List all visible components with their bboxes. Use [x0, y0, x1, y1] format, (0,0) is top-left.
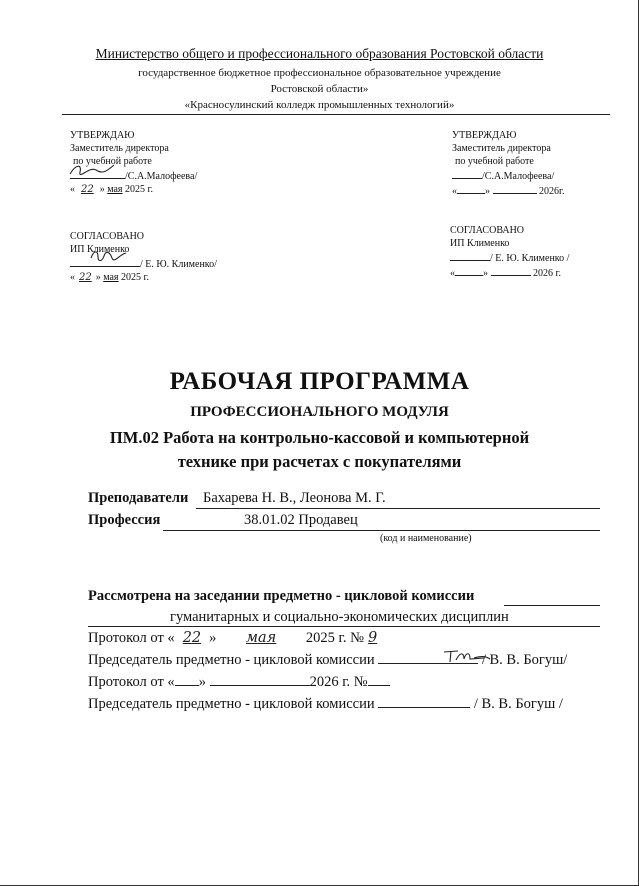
approve-right-role1: Заместитель директора	[452, 143, 551, 154]
agree-right-block	[450, 224, 569, 280]
agree-right-date	[450, 265, 569, 280]
profession-label: Профессия	[88, 512, 161, 528]
approve-left-role1: Заместитель директора	[70, 143, 169, 154]
approve-left-role2: по учебной работе	[73, 156, 152, 167]
chair-1	[88, 652, 567, 669]
protocol-1	[88, 630, 381, 647]
agree-left-day: 22	[79, 272, 92, 283]
date-close-quote: »	[95, 272, 101, 283]
agree-left-block	[70, 230, 217, 284]
chair-2-label: Председатель предметно - цикловой комиссии	[88, 696, 375, 712]
approve-right-sign-name: /С.А.Малофеева/	[482, 171, 555, 182]
date-close-quote: »	[99, 184, 105, 195]
agree-right-sign-name: / Е. Ю. Клименко /	[490, 253, 570, 264]
teachers-row	[88, 490, 188, 507]
agree-left-date	[70, 271, 217, 284]
agree-left-year: 2025 г.	[121, 272, 150, 283]
profession-note: (код и наименование)	[380, 533, 472, 544]
profession-underline	[163, 530, 600, 531]
approve-right-block	[452, 129, 564, 198]
protocol-1-prefix: Протокол от «	[88, 630, 175, 646]
month-blank	[493, 183, 537, 194]
date-open-quote: «	[452, 186, 457, 197]
approve-left-day: 22	[81, 184, 94, 195]
signature-icon	[66, 162, 118, 178]
agree-left-title: СОГЛАСОВАНО	[70, 231, 145, 242]
institution-type: государственное бюджетное профессиональное образовательное учреждение	[138, 67, 501, 79]
protocol-2	[88, 674, 390, 691]
approve-right-role2: по учебной работе	[455, 156, 534, 167]
module-title-line1: ПМ.02 Работа на контрольно-кассовой и компьютерной	[109, 428, 530, 447]
protocol-1-year: 2025 г. №	[305, 630, 364, 646]
date-open-quote: «	[70, 184, 75, 195]
module-title-line2: технике при расчетах с покупателями	[177, 452, 462, 471]
protocol-1-close: »	[209, 630, 217, 646]
approve-right-title: УТВЕРЖДАЮ	[452, 130, 517, 141]
teachers-underline	[196, 508, 600, 509]
approve-right-sign-line	[452, 168, 564, 183]
commission-considered: Рассмотрена на заседании предметно - цикловой комиссии	[88, 588, 475, 604]
commission-blank-1	[504, 605, 600, 606]
date-open-quote: «	[450, 268, 455, 279]
protocol-2-prefix: Протокол от «	[88, 674, 175, 690]
approve-left-title: УТВЕРЖДАЮ	[70, 130, 135, 141]
signature-blank	[450, 250, 490, 261]
approve-left-sign-line	[70, 168, 197, 183]
approve-left-block	[70, 129, 197, 196]
day-blank	[175, 675, 199, 686]
month-blank	[210, 675, 310, 686]
teachers-label: Преподаватели	[88, 490, 189, 506]
signature-blank	[452, 168, 482, 179]
protocol-1-month: мая	[246, 630, 277, 646]
date-close-quote: »	[485, 186, 490, 197]
approve-left-date	[70, 183, 197, 196]
agree-right-sign-line	[450, 250, 569, 265]
month-blank	[491, 265, 531, 276]
protocol-1-number: 9	[367, 630, 378, 646]
approve-right-date	[452, 183, 564, 198]
day-blank	[457, 183, 485, 194]
agree-left-sign-line	[70, 256, 217, 271]
protocol-1-day: 22	[182, 630, 202, 646]
teachers-value: Бахарева Н. В., Леонова М. Г.	[203, 490, 386, 506]
college-name: «Красносулинский колледж промышленных технологий»	[184, 99, 455, 111]
date-open-quote: «	[70, 272, 75, 283]
approve-left-year: 2025 г.	[125, 184, 154, 195]
chair-2	[88, 696, 563, 713]
agree-right-title: СОГЛАСОВАНО	[450, 225, 525, 236]
approve-right-year: 2026г.	[539, 186, 565, 197]
protocol-2-year: 2026 г. №	[309, 674, 368, 690]
region: Ростовской области»	[270, 83, 369, 95]
document-title: РАБОЧАЯ ПРОГРАММА	[169, 368, 470, 395]
signature-blank	[378, 697, 470, 708]
commission-underline	[88, 626, 600, 627]
day-blank	[455, 265, 483, 276]
signature-icon	[88, 248, 128, 266]
document-subtitle: ПРОФЕССИОНАЛЬНОГО МОДУЛЯ	[190, 404, 449, 420]
approve-left-sign-name: /С.А.Малофеева/	[125, 171, 198, 182]
agree-right-org: ИП Клименко	[450, 238, 510, 249]
agree-left-sign-name: / Е. Ю. Клименко/	[140, 259, 217, 270]
number-blank	[368, 675, 390, 686]
date-close-quote: »	[483, 268, 488, 279]
signature-icon	[440, 646, 492, 666]
commission-name: гуманитарных и социально-экономических дисциплин	[170, 609, 509, 625]
agree-left-org: ИП Клименко	[70, 244, 130, 255]
chair-2-name: / В. В. Богуш /	[473, 696, 563, 712]
agree-right-year: 2026 г.	[533, 268, 561, 279]
header-divider	[62, 114, 610, 115]
chair-1-label: Председатель предметно - цикловой комиссии	[88, 652, 375, 668]
profession-value: 38.01.02 Продавец	[244, 512, 358, 528]
ministry-name: Министерство общего и профессионального образования Ростовской области	[95, 46, 544, 61]
chair-1-name: / В. В. Богуш/	[481, 652, 568, 668]
approve-left-month: мая	[107, 184, 123, 195]
agree-left-month: мая	[103, 272, 119, 283]
protocol-2-close: »	[198, 674, 206, 690]
